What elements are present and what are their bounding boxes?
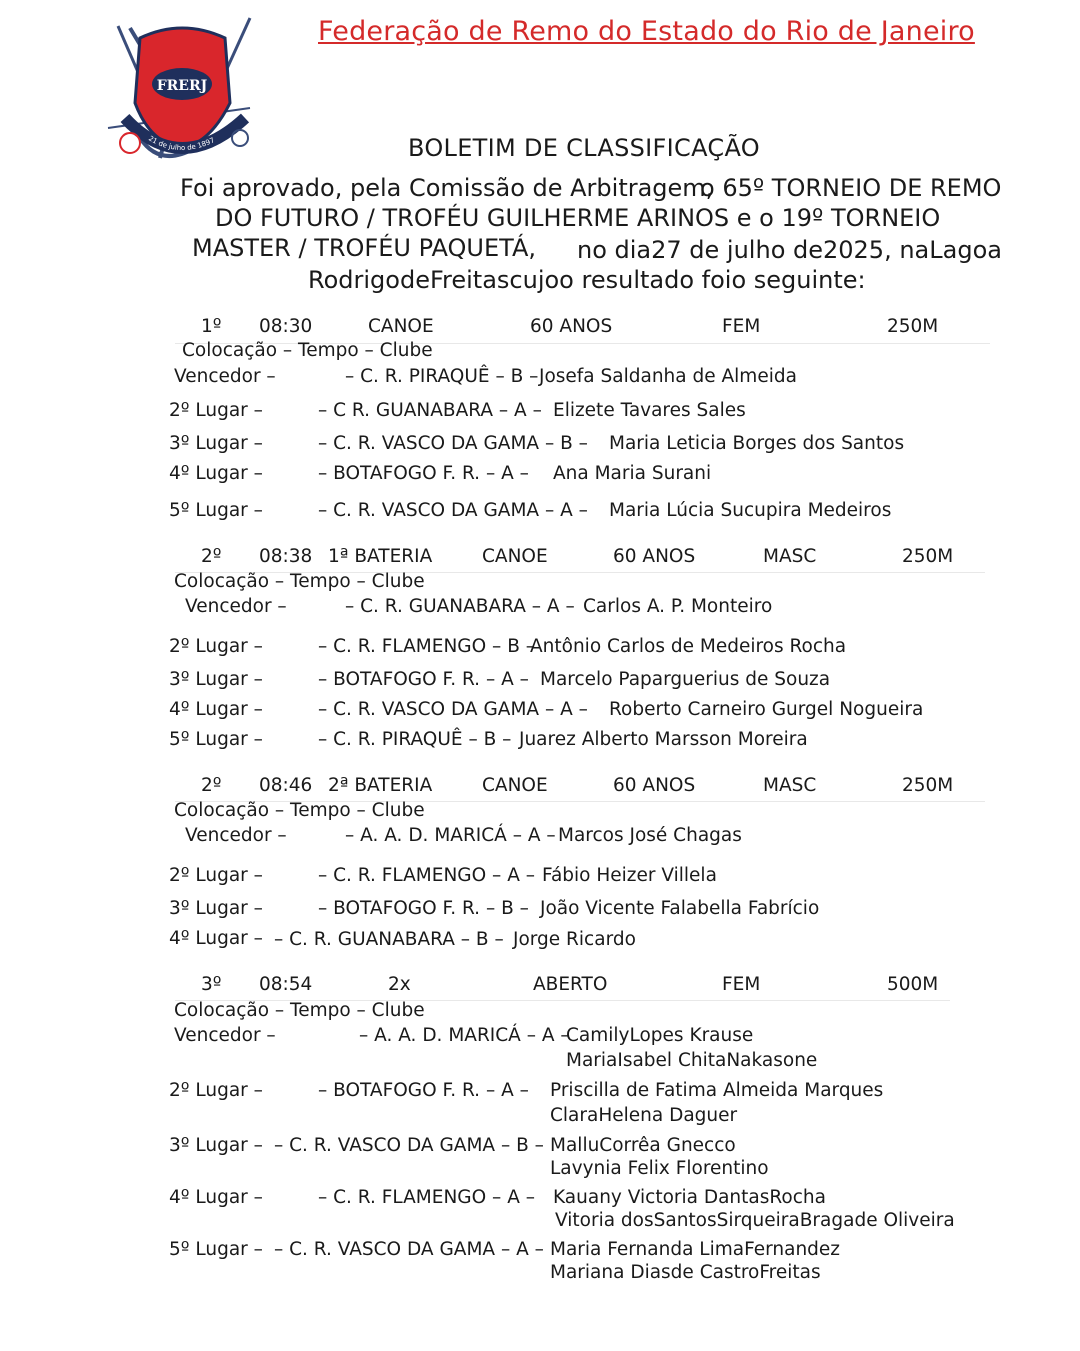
result-athlete: Vitoria dosSantosSirqueiraBragade Oliveira <box>555 1210 955 1231</box>
columns-label: Colocação – Tempo – Clube <box>182 340 433 361</box>
race-distance: 500M <box>887 974 939 995</box>
result-place: 2º Lugar – <box>169 400 263 421</box>
race-boat: CANOE <box>482 775 548 796</box>
result-athlete: Marcos José Chagas <box>558 825 742 846</box>
result-place: 2º Lugar – <box>169 865 263 886</box>
result-place: Vencedor – <box>185 825 287 846</box>
intro-line: DO FUTURO / TROFÉU GUILHERME ARINOS e o 19º TORNEIO <box>215 204 941 232</box>
logo-ribbon: 21 de julho de 1897 <box>147 134 216 153</box>
result-place: 3º Lugar – <box>169 433 263 454</box>
race-number: 3º <box>201 974 222 995</box>
result-club: – BOTAFOGO F. R. – A – <box>318 463 529 484</box>
result-place: 5º Lugar – <box>169 1239 263 1260</box>
logo-text: FRERJ <box>156 78 208 94</box>
result-club: – C. R. VASCO DA GAMA – A – <box>318 500 588 521</box>
race-category: 60 ANOS <box>613 546 696 567</box>
result-club: – C R. GUANABARA – A – <box>318 400 542 421</box>
result-athlete: ClaraHelena Daguer <box>550 1105 738 1126</box>
race-time: 08:38 <box>259 546 313 567</box>
race-time: 08:46 <box>259 775 313 796</box>
columns-label: Colocação – Tempo – Clube <box>174 800 425 821</box>
race-category: ABERTO <box>533 974 608 995</box>
result-athlete: Jorge Ricardo <box>513 929 636 950</box>
result-athlete: Elizete Tavares Sales <box>553 400 746 421</box>
race-distance: 250M <box>902 546 954 567</box>
result-athlete: Juarez Alberto Marsson Moreira <box>519 729 808 750</box>
result-athlete: Mariana Diasde CastroFreitas <box>550 1262 821 1283</box>
race-boat: CANOE <box>482 546 548 567</box>
intro-line: no dia27 de julho de2025, naLagoa <box>577 236 1002 264</box>
intro-line: o 65º TORNEIO DE REMO <box>700 174 1002 202</box>
result-place: 4º Lugar – <box>169 1187 263 1208</box>
result-athlete: Priscilla de Fatima Almeida Marques <box>550 1080 884 1101</box>
result-club: – C. R. FLAMENGO – A – <box>318 1187 535 1208</box>
intro-line: MASTER / TROFÉU PAQUETÁ, <box>192 234 536 262</box>
result-place: Vencedor – <box>185 596 287 617</box>
columns-label: Colocação – Tempo – Clube <box>174 1000 425 1021</box>
result-athlete: CamilyLopes Krause <box>566 1025 754 1046</box>
result-club: – C. R. VASCO DA GAMA – A – <box>274 1239 544 1260</box>
race-gender: FEM <box>722 316 761 337</box>
result-place: 5º Lugar – <box>169 500 263 521</box>
federation-title: Federação de Remo do Estado do Rio de Janeiro <box>318 16 975 47</box>
result-club: – C. R. VASCO DA GAMA – A – <box>318 699 588 720</box>
race-gender: MASC <box>763 546 817 567</box>
result-place: 3º Lugar – <box>169 669 263 690</box>
race-time: 08:30 <box>259 316 313 337</box>
race-heat: 1ª BATERIA <box>328 546 433 567</box>
result-place: 3º Lugar – <box>169 1135 263 1156</box>
result-club: – BOTAFOGO F. R. – A – <box>318 1080 529 1101</box>
race-category: 60 ANOS <box>530 316 613 337</box>
page-title: BOLETIM DE CLASSIFICAÇÃO <box>408 134 760 162</box>
result-club: – C. R. VASCO DA GAMA – B – <box>274 1135 544 1156</box>
result-place: 2º Lugar – <box>169 1080 263 1101</box>
result-athlete: Kauany Victoria DantasRocha <box>553 1187 826 1208</box>
race-gender: MASC <box>763 775 817 796</box>
result-club: – C. R. GUANABARA – B – <box>274 929 504 950</box>
result-place: Vencedor – <box>174 366 276 387</box>
race-number: 2º <box>201 775 222 796</box>
result-place: 3º Lugar – <box>169 898 263 919</box>
result-athlete: Maria Lúcia Sucupira Medeiros <box>609 500 892 521</box>
race-category: 60 ANOS <box>613 775 696 796</box>
race-heat: 2ª BATERIA <box>328 775 433 796</box>
result-club: – C. R. GUANABARA – A – <box>345 596 575 617</box>
result-athlete: Maria Leticia Borges dos Santos <box>609 433 905 454</box>
race-time: 08:54 <box>259 974 313 995</box>
result-athlete: Maria Fernanda LimaFernandez <box>550 1239 841 1260</box>
result-club: – C. R. FLAMENGO – A – <box>318 865 535 886</box>
result-athlete: MalluCorrêa Gnecco <box>550 1135 736 1156</box>
result-athlete: Josefa Saldanha de Almeida <box>539 366 797 387</box>
result-athlete: Marcelo Paparguerius de Souza <box>540 669 831 690</box>
result-athlete: Lavynia Felix Florentino <box>550 1158 769 1179</box>
result-athlete: João Vicente Falabella Fabrício <box>540 898 820 919</box>
race-distance: 250M <box>902 775 954 796</box>
result-athlete: MariaIsabel ChitaNakasone <box>566 1050 818 1071</box>
frerj-logo <box>100 8 265 168</box>
race-boat: 2x <box>388 974 411 995</box>
intro-line: RodrigodeFreitascujoo resultado foio seguinte: <box>308 266 866 294</box>
result-club: – A. A. D. MARICÁ – A – <box>345 825 556 846</box>
result-club: – C. R. PIRAQUÊ – B – <box>345 366 539 387</box>
result-club: – BOTAFOGO F. R. – A – <box>318 669 529 690</box>
columns-label: Colocação – Tempo – Clube <box>174 571 425 592</box>
result-club: – C. R. PIRAQUÊ – B – <box>318 729 512 750</box>
result-athlete: Antônio Carlos de Medeiros Rocha <box>530 636 847 657</box>
result-club: – C. R. VASCO DA GAMA – B – <box>318 433 588 454</box>
race-gender: FEM <box>722 974 761 995</box>
result-athlete: Ana Maria Surani <box>553 463 712 484</box>
race-number: 2º <box>201 546 222 567</box>
result-club: – C. R. FLAMENGO – B – <box>318 636 536 657</box>
result-place: 4º Lugar – <box>169 463 263 484</box>
intro-line: Foi aprovado, pela Comissão de Arbitragem, <box>180 174 714 202</box>
result-athlete: Fábio Heizer Villela <box>542 865 717 886</box>
race-boat: CANOE <box>368 316 434 337</box>
result-athlete: Roberto Carneiro Gurgel Nogueira <box>609 699 924 720</box>
result-place: Vencedor – <box>174 1025 276 1046</box>
result-place: 4º Lugar – <box>169 928 263 949</box>
result-athlete: Carlos A. P. Monteiro <box>583 596 773 617</box>
race-number: 1º <box>201 316 222 337</box>
race-distance: 250M <box>887 316 939 337</box>
result-place: 2º Lugar – <box>169 636 263 657</box>
result-club: – BOTAFOGO F. R. – B – <box>318 898 529 919</box>
result-place: 4º Lugar – <box>169 699 263 720</box>
result-place: 5º Lugar – <box>169 729 263 750</box>
result-club: – A. A. D. MARICÁ – A – <box>359 1025 570 1046</box>
